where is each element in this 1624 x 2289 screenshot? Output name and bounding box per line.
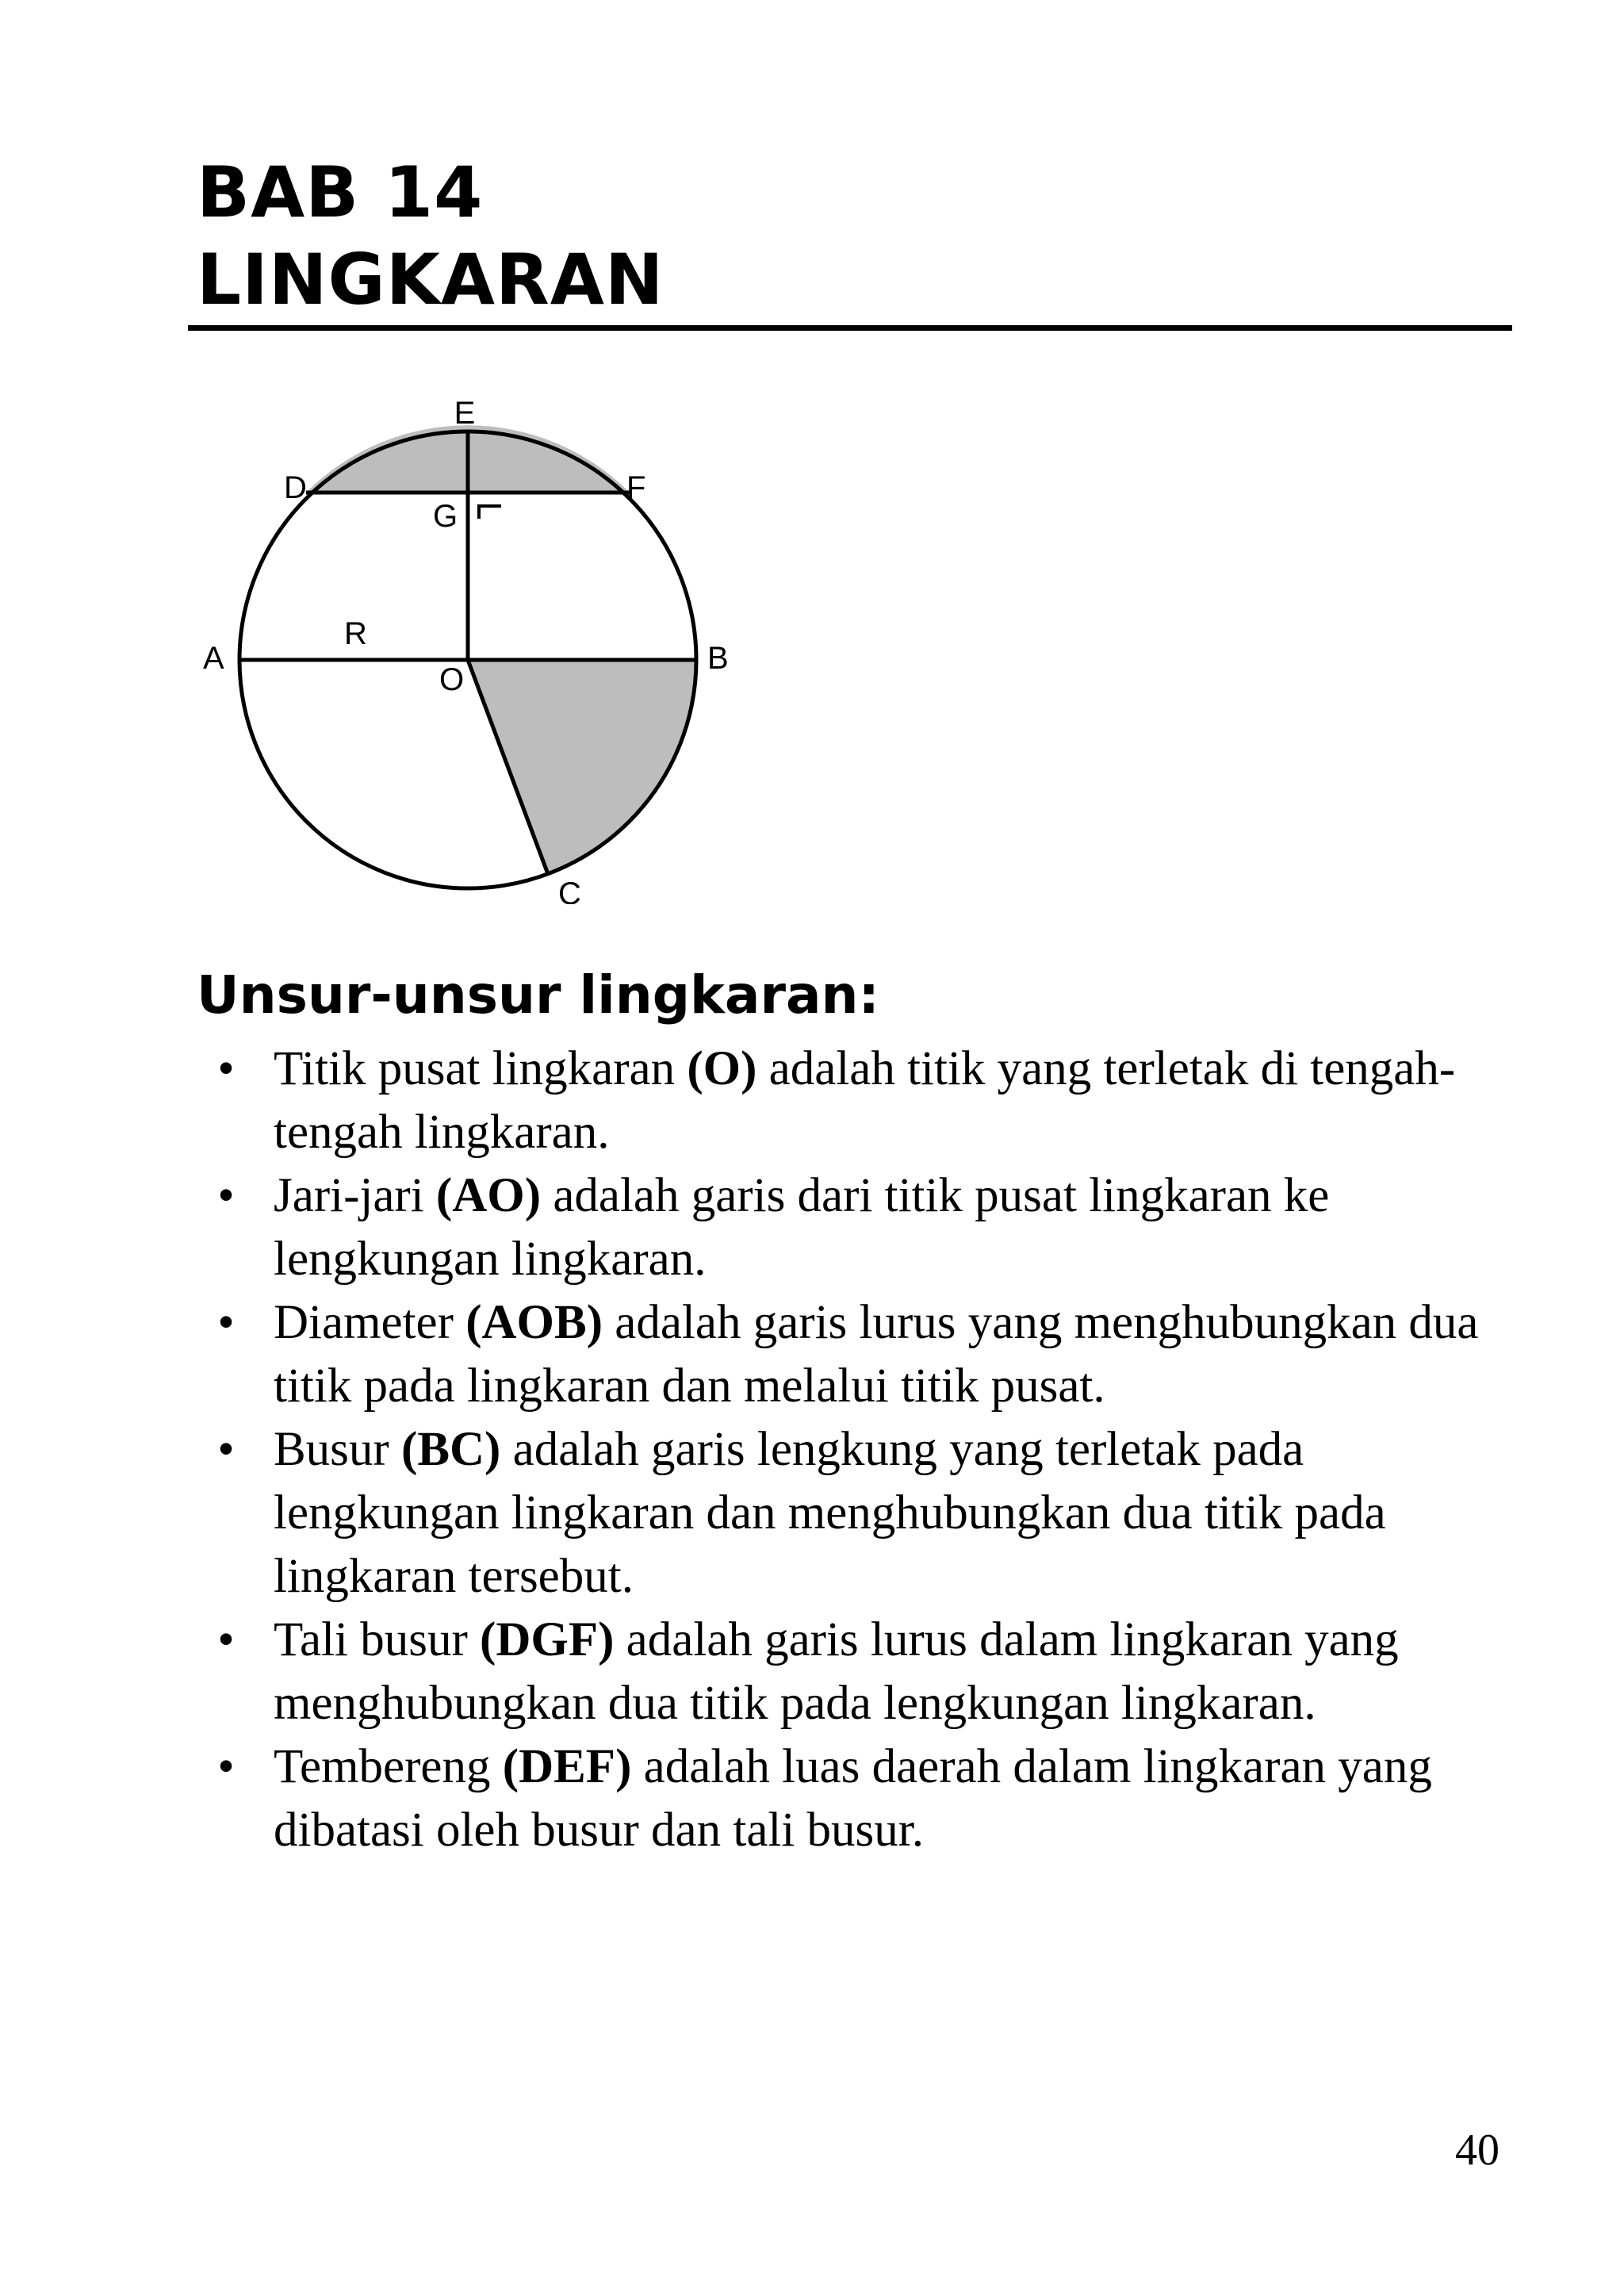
item-description: adalah garis lurus yang menghubungkan dua titik pada lingkaran dan melalui titik pusat. [274, 1296, 1479, 1413]
heading-divider [188, 325, 1512, 331]
chapter-number: BAB 14 [197, 151, 484, 233]
bullet-icon: • [217, 1613, 235, 1666]
item-symbol: (DGF) [480, 1613, 615, 1666]
section-title: Unsur-unsur lingkaran: [197, 964, 879, 1026]
element-list [210, 1037, 1511, 1862]
sector-boc-shaded [468, 660, 696, 874]
item-term: Busur [274, 1423, 389, 1476]
bullet-icon: • [217, 1296, 235, 1349]
item-description: adalah garis dari titik pusat lingkaran ke lengkungan lingkaran. [274, 1169, 1330, 1286]
item-term: Tali busur [274, 1613, 468, 1666]
page-number: 40 [1455, 2126, 1500, 2175]
item-term: Diameter [274, 1296, 454, 1349]
item-description: adalah garis lengkung yang terletak pada lengkungan lingkaran dan menghubungkan dua titik pada lingkaran tersebut. [274, 1423, 1386, 1603]
label-d: D [284, 470, 307, 505]
bullet-icon: • [217, 1169, 235, 1222]
bullet-icon: • [217, 1423, 235, 1476]
list-item [210, 1037, 1511, 1164]
circle-diagram [190, 381, 761, 904]
right-angle-mark [479, 506, 501, 519]
label-b: B [707, 641, 729, 676]
item-term: Tembereng [274, 1740, 491, 1793]
item-term: Titik pusat lingkaran [274, 1042, 676, 1095]
item-symbol: (O) [687, 1042, 757, 1095]
item-symbol: (BC) [401, 1423, 501, 1476]
label-c: C [558, 876, 581, 904]
item-symbol: (AOB) [465, 1296, 603, 1349]
label-g: G [433, 499, 458, 534]
label-a: A [203, 641, 224, 676]
list-item [210, 1608, 1511, 1735]
label-f: F [626, 470, 646, 505]
item-symbol: (AO) [435, 1169, 542, 1222]
item-description: adalah titik yang terletak di tengah-tengah lingkaran. [274, 1042, 1456, 1159]
item-description: adalah garis lurus dalam lingkaran yang menghubungkan dua titik pada lengkungan lingkaran. [274, 1613, 1399, 1730]
list-item [210, 1418, 1511, 1608]
list-item [210, 1735, 1511, 1862]
label-r: R [344, 616, 367, 651]
item-symbol: (DEF) [502, 1740, 632, 1793]
bullet-icon: • [217, 1042, 235, 1095]
label-e: E [454, 396, 476, 431]
list-item [210, 1291, 1511, 1418]
bullet-icon: • [217, 1740, 235, 1793]
chapter-title: LINGKARAN [197, 239, 665, 320]
chapter-heading [197, 149, 665, 324]
item-description: adalah luas daerah dalam lingkaran yang dibatasi oleh busur dan tali busur. [274, 1740, 1432, 1857]
label-o: O [439, 662, 465, 697]
list-item [210, 1164, 1511, 1291]
item-term: Jari-jari [274, 1169, 424, 1222]
circle-diagram-svg [190, 381, 761, 904]
